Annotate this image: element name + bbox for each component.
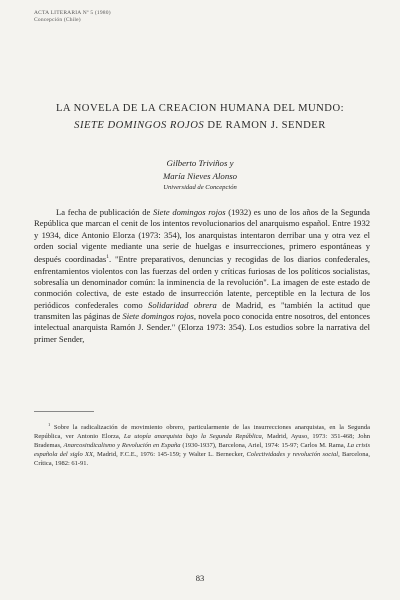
- title-author: DE RAMON J. SENDER: [204, 120, 326, 131]
- novel-title: SIETE DOMINGOS ROJOS: [74, 120, 205, 131]
- journal-place: Concepción (Chile): [34, 16, 81, 23]
- article-title-line1: LA NOVELA DE LA CREACION HUMANA DEL MUNDO:: [55, 103, 345, 114]
- author-affiliation: Universidad de Concepción: [163, 184, 237, 191]
- footnote-separator: [34, 411, 94, 412]
- journal-header: [34, 10, 111, 23]
- author-1: Gilberto Triviños y: [166, 158, 234, 168]
- article-title-line2: [20, 120, 380, 131]
- author-2: María Nieves Alonso: [162, 171, 238, 181]
- journal-name: ACTA LITERARIA Nº 5 (1980): [34, 10, 111, 16]
- paragraph: La fecha de publicación de Siete domingos rojos (1932) es uno de los años de la Segunda República que marcan el cenit de los intentos revolucionarios del anarquismo español. Entre 1932 y 1934, dice Antonio Elorza (1973: 354), los anarquistas intentaron derribar una y otra vez el orden social vigente mediante una serie de huelgas e insurrecciones, primero espontáneas y después coordinadas$^1$. "Entre preparativos, denuncias y recogidas de los diarios confederales, enfrentamientos violentos con las fuerzas del orden y críticas furiosas de los políticos socialistas, sobresalía un denominador común: la inminencia de la revolución". La imagen de este estado de conmoción colectiva, de este estado de insurrección latente, perceptible en la lectura de los periódicos confederales como Solidaridad obrera de Madrid, es "también la actitud que transmiten las páginas de Siete domingos rojos, novela poco conocida entre nosotros, del entonces intelectual anarquista Ramón J. Sender." (Elorza 1973: 354). Los estudios sobre la narrativa del primer Sender,: [34, 207, 370, 344]
- footnote-ref: 1: [106, 254, 109, 261]
- footnote: $^1$ Sobre la radicalización de movimiento obrero, particularmente de las insurrecciones anarquistas, en la Segunda República, ver Antonio Elorza, La utopía anarquista bajo la Segunda República, Madrid, Ayuso, 1973: 351-468; John Brademas, Anarcosindicalismo y Revolución en España (1930-1937), Barcelona, Ariel, 1974: 15-97; Carlos M. Rama, La crisis española del siglo XX, Madrid, F.C.E., 1976: 145-159; y Walter L. Bernecker, Colectividades y revolución social, Barcelona, Crítica, 1982: 61-91.: [34, 422, 370, 467]
- footnote-number: 1: [48, 422, 51, 427]
- body-text: [34, 207, 370, 345]
- page-number: 83: [195, 573, 205, 583]
